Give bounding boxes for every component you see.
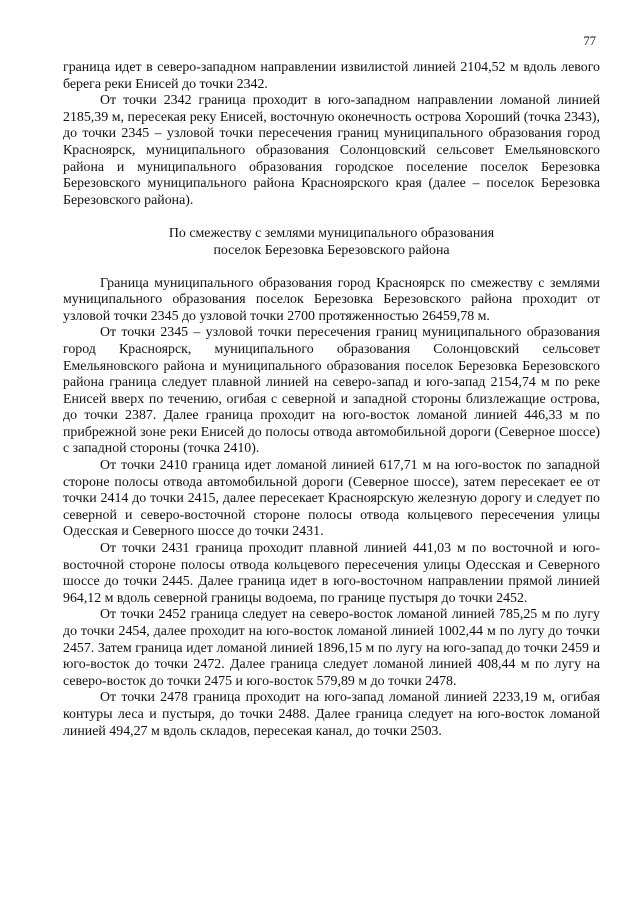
paragraph-boundary-summary: Граница муниципального образования город Красноярск по смежеству с землями муниципального образования поселок Березовка Березовского района проходит от узловой точки 2345 до узловой точки 2700 протяженностью 26459,78 м. [63,275,600,324]
paragraph-point-2452: От точки 2452 граница следует на северо-восток ломаной линией 785,25 м по лугу до точки 2454, далее проходит на юго-восток ломаной линией 1002,44 м по лугу до точки 2457. Затем граница идет ломаной линией 1896,15 м по лугу на юго-запад до точки 2459 и юго-восток до точки 2472. Далее граница следует ломаной линией 408,44 м по лугу на северо-восток до точки 2475 и юго-восток 579,89 м до точки 2478. [63,607,600,689]
section-heading-line-2: поселок Березовка Березовского района [213,242,450,258]
document-body [63,60,600,740]
paragraph-point-2410: От точки 2410 граница идет ломаной линией 617,71 м на юго-восток по западной стороне полосы отвода автомобильной дороги (Северное шоссе), затем пересекает ее от точки 2414 до точки 2415, далее пересекает Красноярскую железную дорогу и следует по северной и северо-восточной стороне полосы отвода кольцевого пересечения улицы Одесская и Северного шоссе до точки 2431. [63,458,600,540]
section-heading [63,226,600,259]
paragraph-continuation: граница идет в северо-западном направлении извилистой линией 2104,52 м вдоль левого берега реки Енисей до точки 2342. [63,60,600,92]
section-heading-line-1: По смежеству с землями муниципального образования [168,226,495,242]
paragraph-point-2478: От точки 2478 граница проходит на юго-запад ломаной линией 2233,19 м, огибая контуры леса и пустыря, до точки 2488. Далее граница следует на юго-восток ломаной линией 494,27 м вдоль складов, пересекая канал, до точки 2503. [63,690,600,739]
paragraph-point-2342: От точки 2342 граница проходит в юго-западном направлении ломаной линией 2185,39 м, пересекая реку Енисей, восточную оконечность острова Хороший (точка 2343), до точки 2345 – узловой точки пересечения границ муниципального образования город Красноярск, муниципального образования Солонцовский сельсовет Емельяновского района и муниципального образования городское поселение поселок Березовка Березовского муниципального района Красноярского края (далее – поселок Березовка Березовского района). [63,93,600,208]
page-number: 77 [583,34,596,48]
paragraph-point-2431: От точки 2431 граница проходит плавной линией 441,03 м по восточной и юго-восточной стороне полосы отвода кольцевого пересечения улицы Одесская и Северного шоссе до точки 2445. Далее граница идет в юго-восточном направлении прямой линией 964,12 м вдоль северной границы водоема, по границе пустыря до точки 2452. [63,541,600,606]
paragraph-point-2345: От точки 2345 – узловой точки пересечения границ муниципального образования город Красноярск, муниципального образования Солонцовский сельсовет Емельяновского района и муниципального образования поселок Березовка Березовского района граница следует плавной линией на северо-запад и юго-запад 2154,74 м по реке Енисей вверх по течению, огибая с северной и западной стороны близлежащие острова, до точки 2387. Далее граница проходит на юго-восток ломаной линией 446,33 м по прибрежной зоне реки Енисей до полосы отвода автомобильной дороги (Северное шоссе) с западной стороны (точка 2410). [63,325,600,457]
